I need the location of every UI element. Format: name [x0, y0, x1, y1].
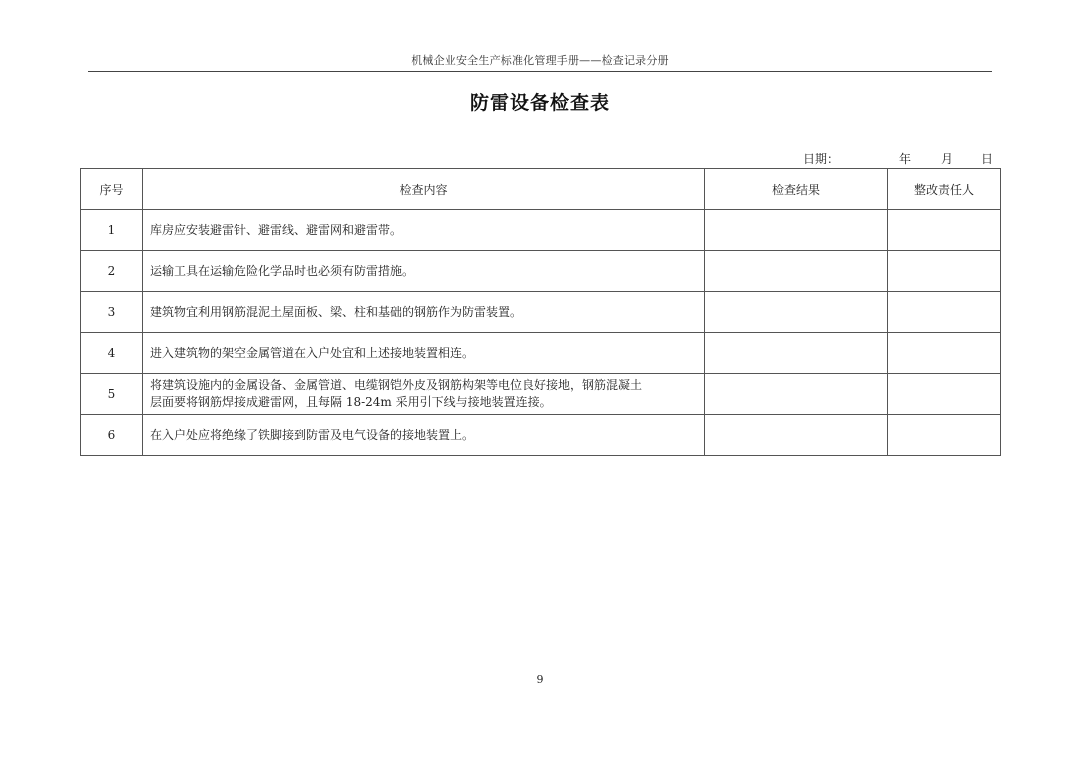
- inspection-item-line-1: 将建筑设施内的金属设备、金属管道、电缆钢铠外皮及钢筋构架等电位良好接地，钢筋混凝土: [150, 378, 643, 392]
- column-header-content: 检查内容: [143, 169, 705, 210]
- row-number: 1: [81, 210, 143, 251]
- date-month-label: 月: [941, 152, 954, 166]
- inspection-item: 进入建筑物的架空金属管道在入户处宜和上述接地装置相连。: [143, 333, 705, 374]
- column-header-responsible: 整改责任人: [888, 169, 1001, 210]
- inspection-item-line-2: 层面要将钢筋焊接成避雷网，且每隔 18-24m 采用引下线与接地装置连接。: [150, 395, 552, 409]
- inspection-item: [143, 374, 705, 415]
- responsible-cell[interactable]: [888, 333, 1001, 374]
- row-number: 3: [81, 292, 143, 333]
- responsible-cell[interactable]: [888, 251, 1001, 292]
- responsible-cell[interactable]: [888, 415, 1001, 456]
- table-row: [81, 251, 1001, 292]
- page-title: 防雷设备检查表: [469, 92, 610, 114]
- result-cell[interactable]: [705, 292, 888, 333]
- inspection-item: 库房应安装避雷针、避雷线、避雷网和避雷带。: [143, 210, 705, 251]
- result-cell[interactable]: [705, 251, 888, 292]
- table-row: [81, 292, 1001, 333]
- column-header-seq: 序号: [81, 169, 143, 210]
- running-header: 机械企业安全生产标准化管理手册——检查记录分册: [411, 54, 669, 67]
- row-number: 6: [81, 415, 143, 456]
- row-number: 5: [81, 374, 143, 415]
- result-cell[interactable]: [705, 374, 888, 415]
- table-row: [81, 333, 1001, 374]
- inspection-item: 建筑物宜利用钢筋混泥土屋面板、梁、柱和基础的钢筋作为防雷装置。: [143, 292, 705, 333]
- responsible-cell[interactable]: [888, 292, 1001, 333]
- row-number: 4: [81, 333, 143, 374]
- responsible-cell[interactable]: [888, 374, 1001, 415]
- inspection-table: [80, 168, 1001, 456]
- column-header-result: 检查结果: [705, 169, 888, 210]
- inspection-item: 运输工具在运输危险化学品时也必须有防雷措施。: [143, 251, 705, 292]
- table-row: [81, 210, 1001, 251]
- date-year-label: 年: [899, 152, 912, 166]
- date-day-label: 日: [981, 152, 994, 166]
- date-label: 日期：: [803, 152, 840, 166]
- inspection-item: 在入户处应将绝缘了铁脚接到防雷及电气设备的接地装置上。: [143, 415, 705, 456]
- result-cell[interactable]: [705, 210, 888, 251]
- header-divider: [88, 71, 992, 72]
- responsible-cell[interactable]: [888, 210, 1001, 251]
- table-row: [81, 415, 1001, 456]
- result-cell[interactable]: [705, 333, 888, 374]
- page-number: 9: [536, 673, 544, 686]
- row-number: 2: [81, 251, 143, 292]
- table-header-row: [81, 169, 1001, 210]
- result-cell[interactable]: [705, 415, 888, 456]
- table-row: [81, 374, 1001, 415]
